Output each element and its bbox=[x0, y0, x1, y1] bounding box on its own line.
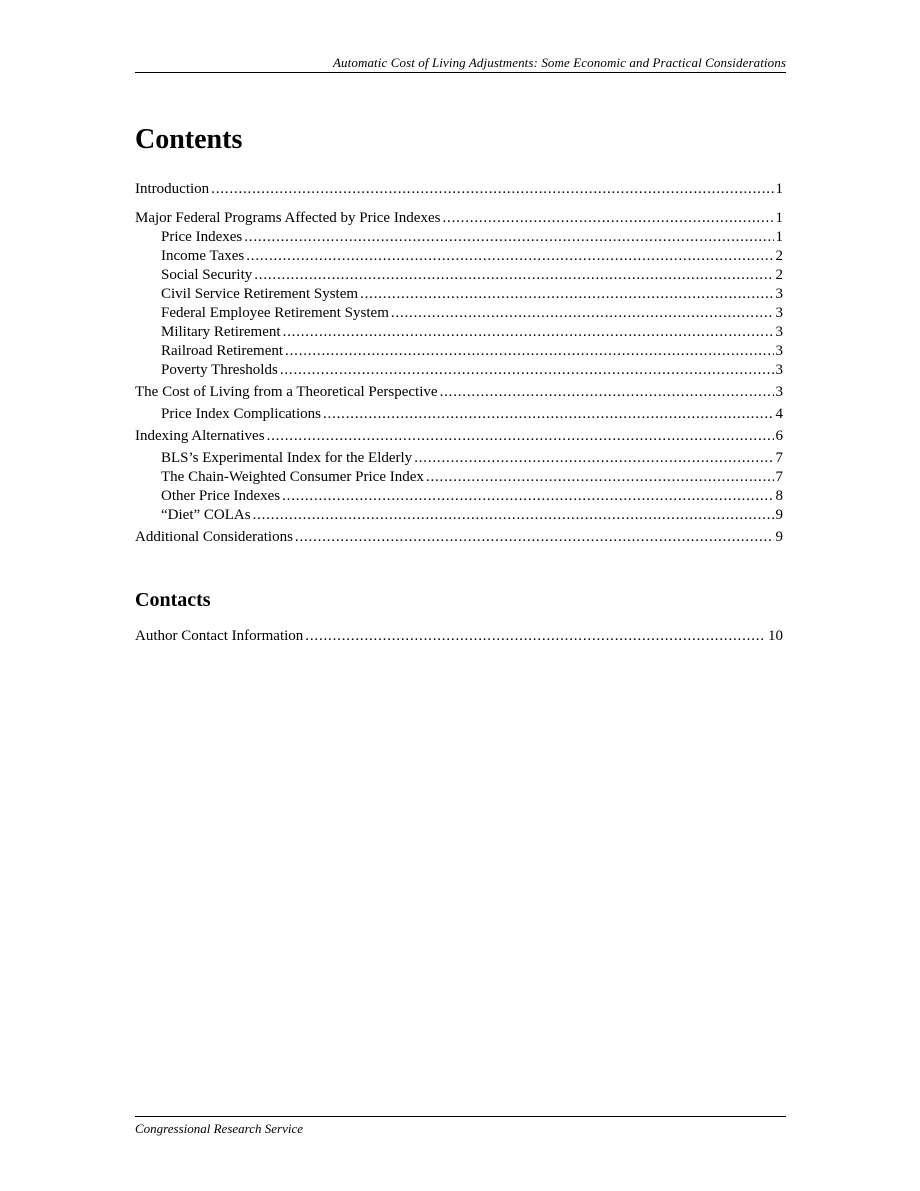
toc-entry-page: 9 bbox=[775, 507, 783, 523]
toc-entry[interactable] bbox=[135, 304, 783, 323]
dot-leader bbox=[211, 180, 773, 199]
toc-entry-page: 1 bbox=[775, 181, 783, 197]
contacts-list bbox=[135, 627, 783, 646]
toc-entry[interactable] bbox=[135, 405, 783, 424]
toc-entry-page: 3 bbox=[775, 324, 783, 340]
toc-entry-label: Military Retirement bbox=[161, 324, 281, 340]
toc-entry[interactable] bbox=[135, 285, 783, 304]
toc-entry-page: 1 bbox=[775, 229, 783, 245]
toc-entry-label: The Cost of Living from a Theoretical Perspective bbox=[135, 384, 438, 400]
page-footer: Congressional Research Service bbox=[135, 1121, 303, 1136]
toc-entry[interactable] bbox=[135, 247, 783, 266]
toc-entry-label: Introduction bbox=[135, 181, 210, 197]
toc-entry[interactable] bbox=[135, 383, 783, 402]
toc-entry[interactable] bbox=[135, 487, 783, 506]
dot-leader bbox=[323, 405, 774, 424]
toc-entry[interactable] bbox=[135, 266, 783, 285]
toc-entry-label: “Diet” COLAs bbox=[161, 507, 251, 523]
toc-entry-page: 1 bbox=[775, 210, 783, 226]
contacts-title: Contacts bbox=[135, 589, 211, 611]
dot-leader bbox=[282, 487, 773, 506]
toc-entry-page: 3 bbox=[775, 286, 783, 302]
dot-leader bbox=[442, 209, 773, 228]
toc-entry-page: 6 bbox=[775, 428, 783, 444]
toc-entry-page: 7 bbox=[775, 450, 783, 466]
dot-leader bbox=[295, 528, 774, 547]
dot-leader bbox=[267, 427, 774, 446]
toc-entry[interactable] bbox=[135, 361, 783, 380]
dot-leader bbox=[246, 247, 773, 266]
toc-entry[interactable] bbox=[135, 627, 783, 646]
toc-entry-label: Poverty Thresholds bbox=[161, 362, 278, 378]
toc-entry[interactable] bbox=[135, 323, 783, 342]
toc-entry[interactable] bbox=[135, 449, 783, 468]
toc-entry-label: Price Index Complications bbox=[161, 406, 321, 422]
running-header: Automatic Cost of Living Adjustments: Some Economic and Practical Considerations bbox=[333, 55, 786, 70]
toc-entry-label: Indexing Alternatives bbox=[135, 428, 265, 444]
toc-entry-page: 2 bbox=[775, 248, 783, 264]
toc-entry-label: Major Federal Programs Affected by Price Indexes bbox=[135, 210, 441, 226]
toc-entry-page: 10 bbox=[768, 628, 783, 644]
dot-leader bbox=[440, 383, 774, 402]
toc-entry[interactable] bbox=[135, 228, 783, 247]
toc-entry-label: Additional Considerations bbox=[135, 529, 293, 545]
toc-entry[interactable] bbox=[135, 427, 783, 446]
toc-entry-page: 3 bbox=[775, 343, 783, 359]
toc-entry[interactable] bbox=[135, 468, 783, 487]
toc-entry-label: The Chain-Weighted Consumer Price Index bbox=[161, 469, 424, 485]
dot-leader bbox=[280, 361, 774, 380]
dot-leader bbox=[253, 506, 774, 525]
toc-entry-page: 7 bbox=[775, 469, 783, 485]
toc-entry-label: Income Taxes bbox=[161, 248, 245, 264]
toc-entry[interactable] bbox=[135, 342, 783, 361]
dot-leader bbox=[426, 468, 774, 487]
contents-title: Contents bbox=[135, 124, 243, 155]
header-rule bbox=[135, 72, 786, 73]
toc-entry-page: 3 bbox=[775, 305, 783, 321]
toc-entry-page: 3 bbox=[775, 362, 783, 378]
toc-entry-label: Railroad Retirement bbox=[161, 343, 284, 359]
dot-leader bbox=[254, 266, 773, 285]
dot-leader bbox=[283, 323, 774, 342]
dot-leader bbox=[305, 627, 766, 646]
toc-entry-label: Price Indexes bbox=[161, 229, 243, 245]
toc-entry[interactable] bbox=[135, 209, 783, 228]
toc-entry-label: Author Contact Information bbox=[135, 628, 304, 644]
toc-entry-label: Other Price Indexes bbox=[161, 488, 281, 504]
footer-rule bbox=[135, 1116, 786, 1117]
toc-entry[interactable] bbox=[135, 528, 783, 547]
toc-entry[interactable] bbox=[135, 180, 783, 199]
toc-entry-label: Federal Employee Retirement System bbox=[161, 305, 389, 321]
toc-entry-page: 2 bbox=[775, 267, 783, 283]
toc-entry-label: BLS’s Experimental Index for the Elderly bbox=[161, 450, 413, 466]
toc-entry[interactable] bbox=[135, 506, 783, 525]
toc-entry-page: 8 bbox=[775, 488, 783, 504]
dot-leader bbox=[285, 342, 773, 361]
dot-leader bbox=[244, 228, 773, 247]
table-of-contents bbox=[135, 177, 783, 547]
toc-entry-page: 3 bbox=[775, 384, 783, 400]
toc-entry-label: Civil Service Retirement System bbox=[161, 286, 359, 302]
dot-leader bbox=[391, 304, 774, 323]
toc-entry-page: 4 bbox=[775, 406, 783, 422]
dot-leader bbox=[360, 285, 773, 304]
toc-entry-page: 9 bbox=[775, 529, 783, 545]
dot-leader bbox=[414, 449, 773, 468]
toc-entry-label: Social Security bbox=[161, 267, 253, 283]
